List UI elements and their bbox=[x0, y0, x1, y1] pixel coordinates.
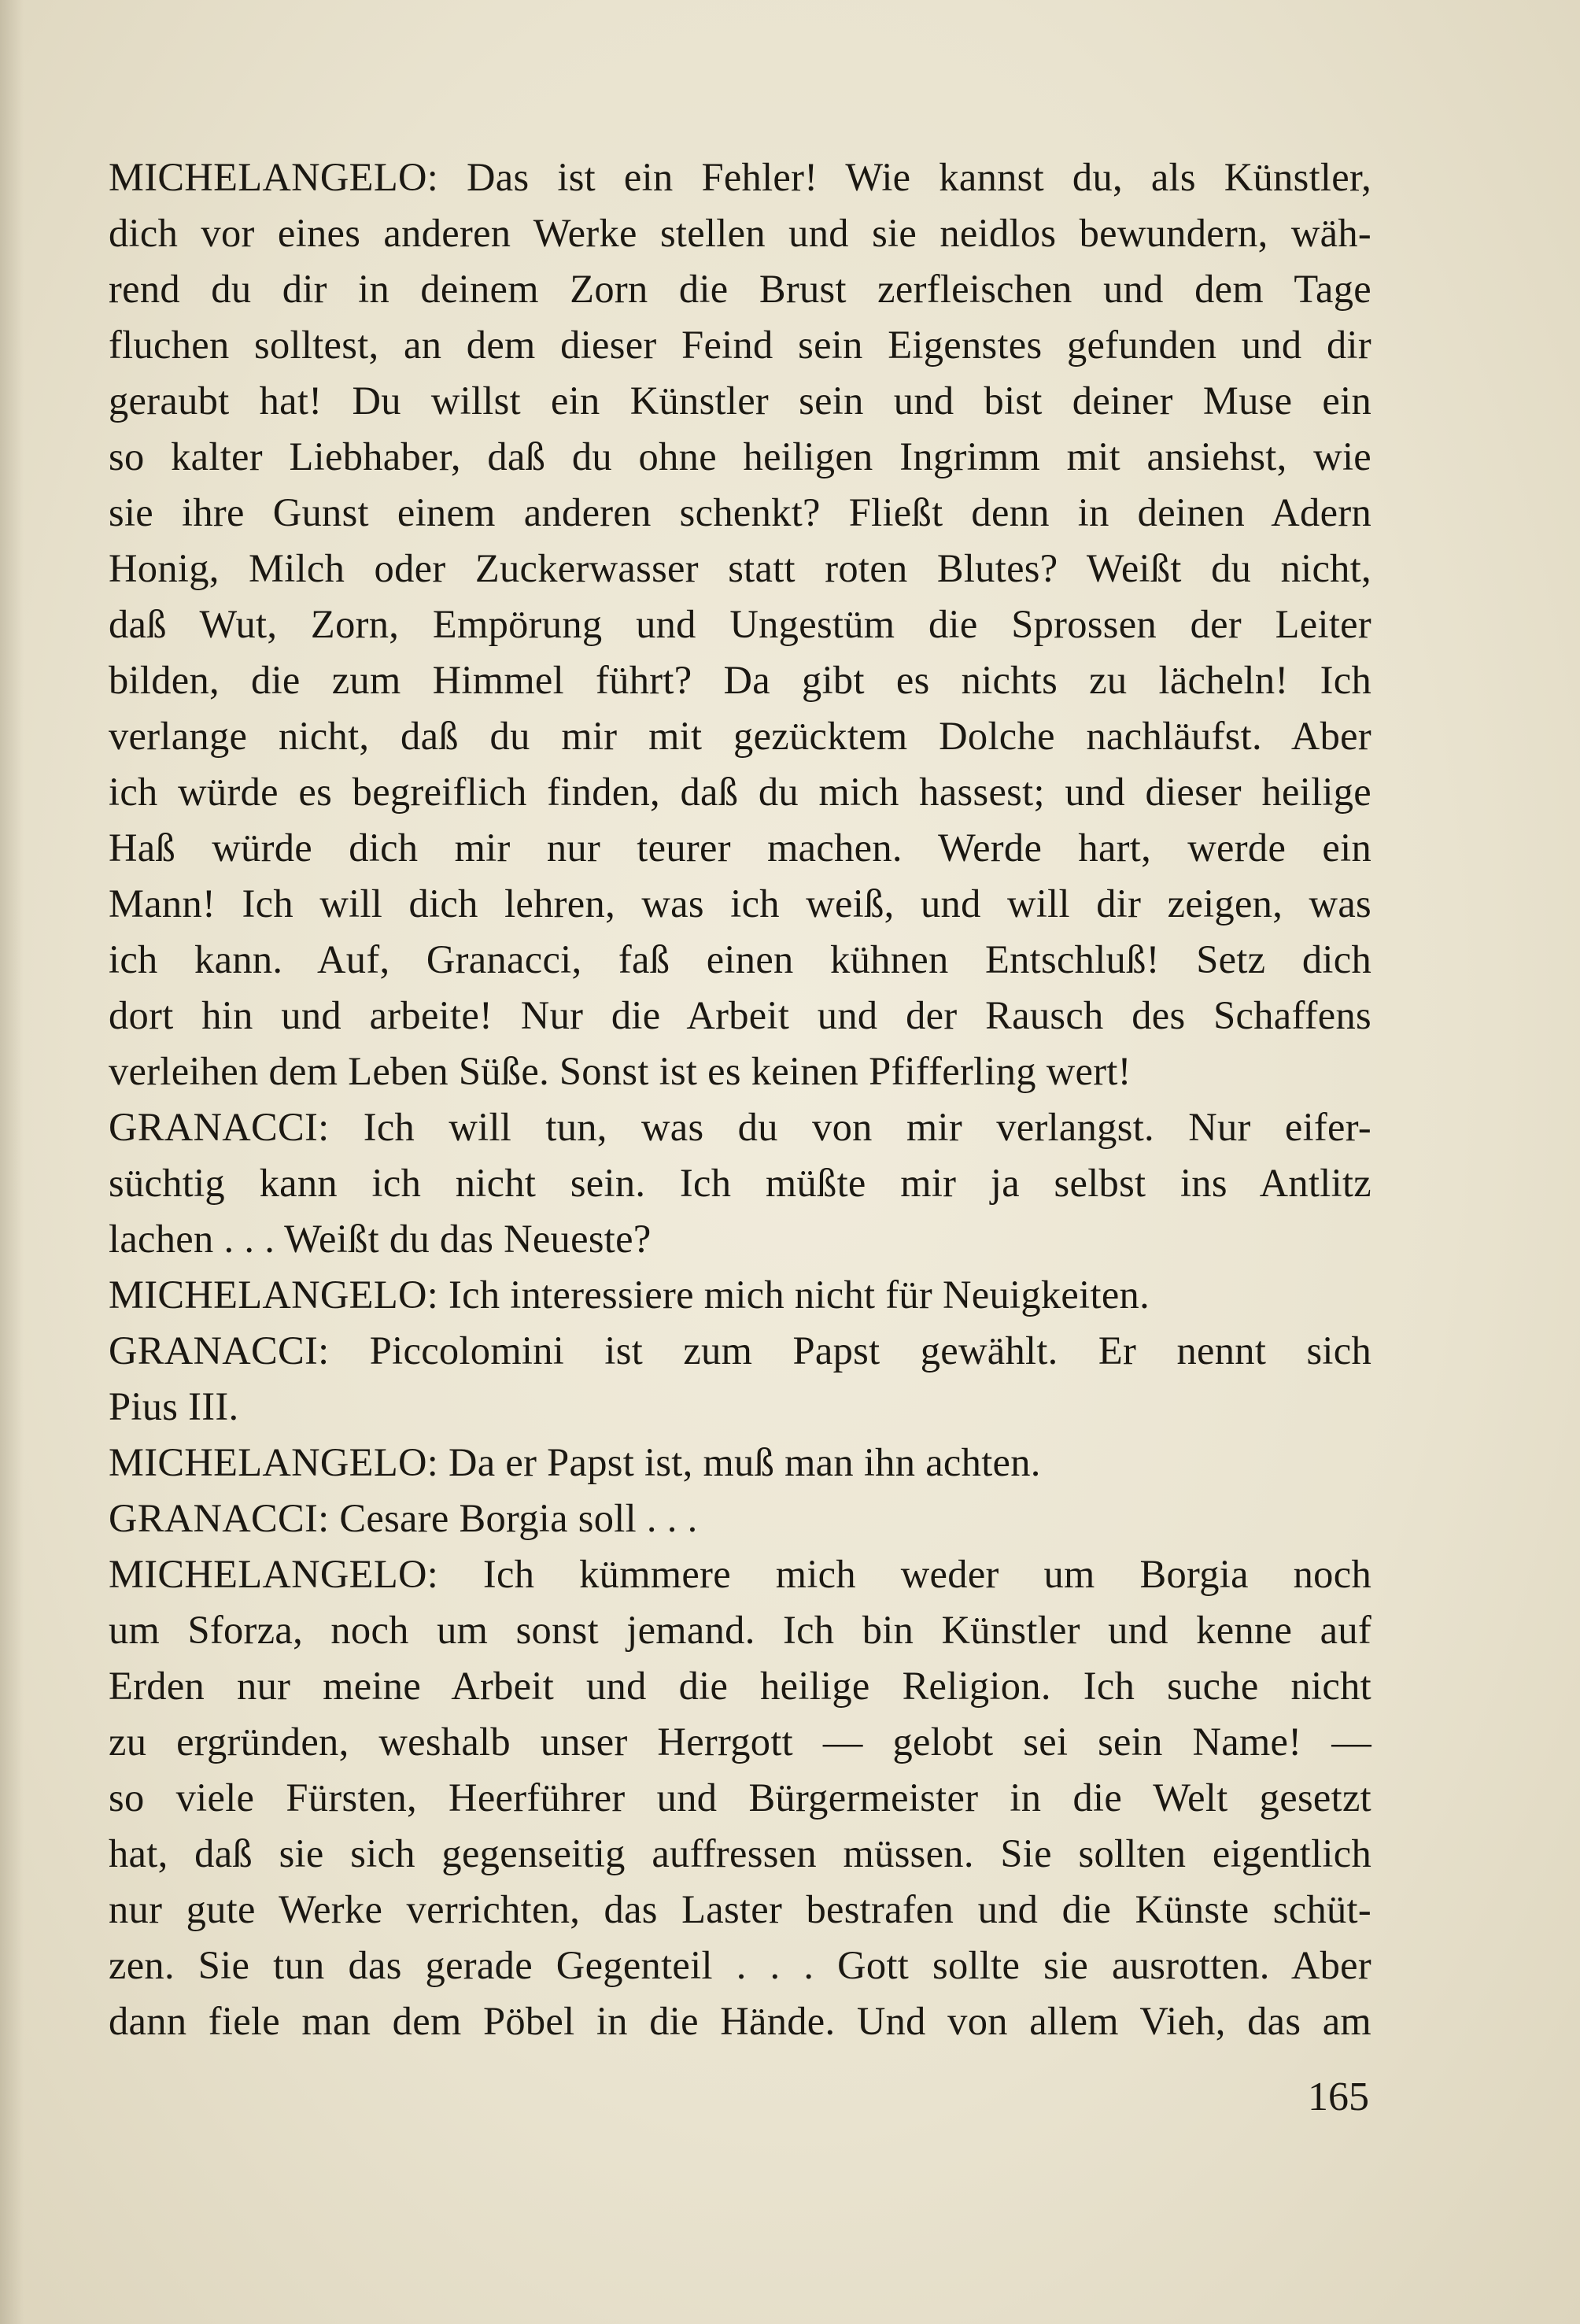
text-line: MICHELANGELO: Das ist ein Fehler! Wie kannst du, als Künstler, bbox=[109, 155, 1371, 199]
text-line: fluchen solltest, an dem dieser Feind sein Eigenstes gefunden und dir bbox=[109, 323, 1371, 367]
text-line: bilden, die zum Himmel führt? Da gibt es nichts zu lächeln! Ich bbox=[109, 658, 1371, 702]
text-line: Mann! Ich will dich lehren, was ich weiß, und will dir zeigen, was bbox=[109, 881, 1371, 926]
text-line: sie ihre Gunst einem anderen schenkt? Fließt denn in deinen Adern bbox=[109, 490, 1371, 534]
text-line: verleihen dem Leben Süße. Sonst ist es keinen Pfifferling wert! bbox=[109, 1049, 1131, 1093]
text-line: Pius III. bbox=[109, 1384, 239, 1428]
text-line: ich kann. Auf, Granacci, faß einen kühnen Entschluß! Setz dich bbox=[109, 937, 1371, 981]
text-line: zu ergründen, weshalb unser Herrgott — gelobt sei sein Name! — bbox=[109, 1720, 1371, 1764]
text-line: so viele Fürsten, Heerführer und Bürgermeister in die Welt gesetzt bbox=[109, 1775, 1371, 1820]
text-line: zen. Sie tun das gerade Gegenteil . . . Gott sollte sie ausrotten. Aber bbox=[109, 1943, 1371, 1987]
text-line: hat, daß sie sich gegenseitig auffressen müssen. Sie sollten eigentlich bbox=[109, 1831, 1371, 1875]
text-line: MICHELANGELO: Ich interessiere mich nicht für Neuigkeiten. bbox=[109, 1273, 1150, 1317]
text-line: Honig, Milch oder Zuckerwasser statt roten Blutes? Weißt du nicht, bbox=[109, 546, 1371, 590]
text-line: dich vor eines anderen Werke stellen und sie neidlos bewundern, wäh- bbox=[109, 211, 1371, 255]
text-line: Erden nur meine Arbeit und die heilige Religion. Ich suche nicht bbox=[109, 1664, 1371, 1708]
text-line: daß Wut, Zorn, Empörung und Ungestüm die Sprossen der Leiter bbox=[109, 602, 1371, 646]
text-line: MICHELANGELO: Da er Papst ist, muß man ihn achten. bbox=[109, 1440, 1041, 1484]
text-line: GRANACCI: Piccolomini ist zum Papst gewählt. Er nennt sich bbox=[109, 1328, 1371, 1373]
text-line: Haß würde dich mir nur teurer machen. Werde hart, werde ein bbox=[109, 826, 1371, 870]
text-line: geraubt hat! Du willst ein Künstler sein und bist deiner Muse ein bbox=[109, 379, 1371, 423]
page-edge-shadow bbox=[0, 0, 24, 2324]
text-line: nur gute Werke verrichten, das Laster bestrafen und die Künste schüt- bbox=[109, 1887, 1371, 1931]
text-line: ich würde es begreiflich finden, daß du mich hassest; und dieser heilige bbox=[109, 770, 1371, 814]
text-line: um Sforza, noch um sonst jemand. Ich bin Künstler und kenne auf bbox=[109, 1608, 1371, 1652]
text-line: lachen . . . Weißt du das Neueste? bbox=[109, 1217, 652, 1261]
text-line: GRANACCI: Ich will tun, was du von mir verlangst. Nur eifer- bbox=[109, 1105, 1371, 1149]
text-line: MICHELANGELO: Ich kümmere mich weder um Borgia noch bbox=[109, 1552, 1371, 1596]
text-line: so kalter Liebhaber, daß du ohne heiligen Ingrimm mit ansiehst, wie bbox=[109, 434, 1371, 478]
page-number: 165 bbox=[1308, 2075, 1369, 2119]
text-line: dort hin und arbeite! Nur die Arbeit und der Rausch des Schaffens bbox=[109, 993, 1371, 1037]
text-line: verlange nicht, daß du mir mit gezücktem Dolche nachläufst. Aber bbox=[109, 714, 1371, 758]
body-text bbox=[109, 150, 1371, 2049]
text-line: süchtig kann ich nicht sein. Ich müßte mir ja selbst ins Antlitz bbox=[109, 1161, 1371, 1205]
text-line: rend du dir in deinem Zorn die Brust zerfleischen und dem Tage bbox=[109, 267, 1371, 311]
text-line: GRANACCI: Cesare Borgia soll . . . bbox=[109, 1496, 698, 1540]
text-line: dann fiele man dem Pöbel in die Hände. Und von allem Vieh, das am bbox=[109, 1999, 1371, 2043]
